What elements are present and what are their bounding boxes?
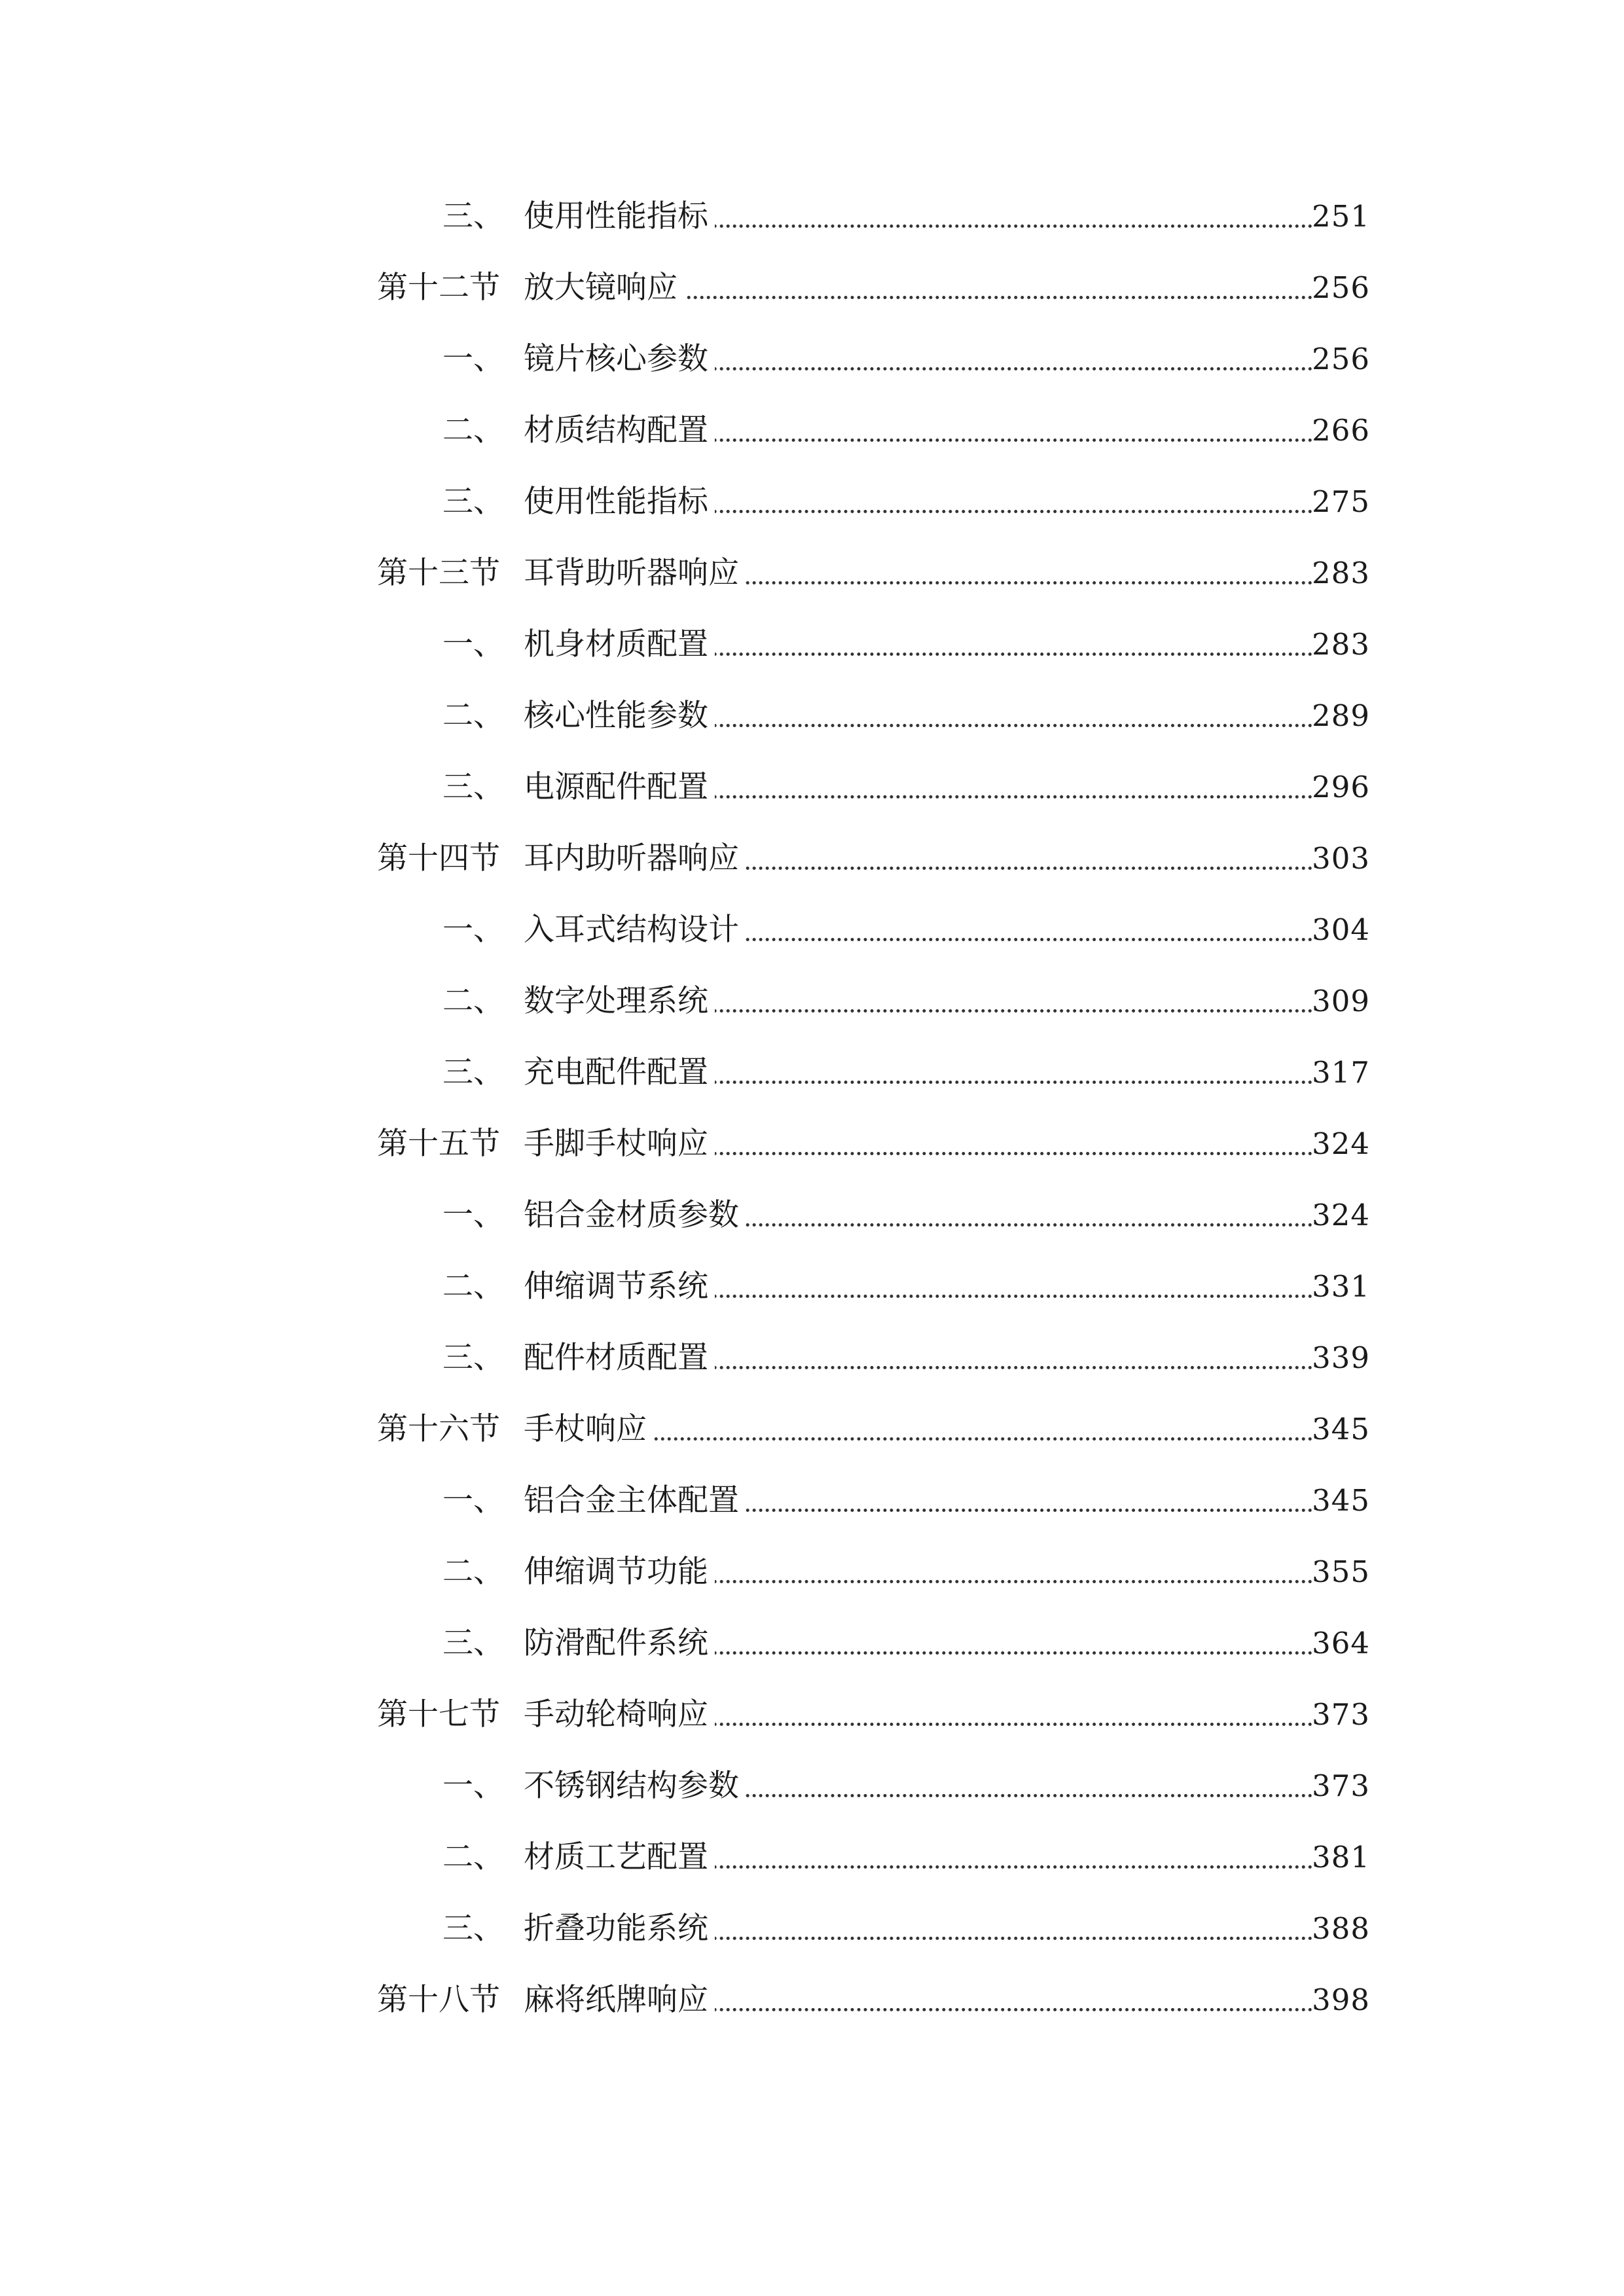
toc-entry[interactable]	[0, 690, 1624, 742]
toc-entry-number: 一、	[442, 341, 504, 377]
toc-section-title: 耳背助听器响应	[524, 547, 746, 600]
toc-entry[interactable]	[0, 1831, 1624, 1884]
toc-entry-number: 三、	[442, 769, 504, 805]
toc-entry-title: 数字处理系统	[524, 975, 715, 1028]
toc-entry-title: 镜片核心参数	[524, 333, 715, 386]
toc-entry-page: 283	[1312, 627, 1370, 662]
toc-entry-page: 345	[1312, 1483, 1370, 1518]
toc-entry[interactable]	[0, 619, 1624, 671]
toc-entry[interactable]	[0, 1475, 1624, 1527]
toc-section-title: 手杖响应	[524, 1403, 653, 1456]
toc-entry-page: 364	[1312, 1626, 1370, 1660]
toc-entry-page: 256	[1312, 342, 1370, 376]
toc-section-entry[interactable]	[0, 1403, 1624, 1456]
toc-entry-number: 一、	[442, 1768, 504, 1804]
toc-entry-number: 一、	[442, 626, 504, 662]
toc-section-number: 第十八节	[377, 1982, 500, 2018]
toc-entry-page: 373	[1312, 1697, 1370, 1732]
toc-entry-page: 289	[1312, 698, 1370, 733]
toc-entry-title: 不锈钢结构参数	[524, 1760, 746, 1812]
toc-entry[interactable]	[0, 404, 1624, 457]
toc-entry-number: 一、	[442, 1482, 504, 1518]
toc-section-entry[interactable]	[0, 1689, 1624, 1741]
toc-entry-page: 283	[1312, 556, 1370, 590]
toc-entry[interactable]	[0, 1189, 1624, 1242]
toc-entry-number: 二、	[442, 983, 504, 1019]
toc-entry-page: 381	[1312, 1840, 1370, 1874]
toc-entry-page: 355	[1312, 1554, 1370, 1589]
toc-entry-number: 三、	[442, 198, 504, 234]
toc-section-number: 第十四节	[377, 840, 500, 876]
toc-section-number: 第十三节	[377, 555, 500, 591]
toc-entry-page: 275	[1312, 484, 1370, 519]
toc-entry-page: 324	[1312, 1198, 1370, 1232]
toc-entry-page: 317	[1312, 1055, 1370, 1090]
toc-entry-number: 三、	[442, 1340, 504, 1376]
toc-section-entry[interactable]	[0, 833, 1624, 885]
toc-entry-page: 296	[1312, 770, 1370, 804]
toc-entry[interactable]	[0, 333, 1624, 386]
toc-entry-number: 三、	[442, 1054, 504, 1090]
toc-section-number: 第十五节	[377, 1126, 500, 1162]
toc-entry-title: 配件材质配置	[524, 1332, 715, 1384]
toc-entry-number: 一、	[442, 912, 504, 948]
toc-entry-page: 388	[1312, 1911, 1370, 1946]
toc-entry-page: 251	[1312, 199, 1370, 234]
toc-entry-page: 331	[1312, 1269, 1370, 1304]
toc-section-entry[interactable]	[0, 262, 1624, 314]
toc-entry[interactable]	[0, 904, 1624, 956]
toc-entry[interactable]	[0, 1546, 1624, 1598]
toc-entry-number: 二、	[442, 1554, 504, 1590]
toc-section-number: 第十七节	[377, 1696, 500, 1732]
toc-entry-title: 使用性能指标	[524, 190, 715, 243]
toc-section-title: 放大镜响应	[524, 262, 684, 314]
toc-entry-page: 398	[1312, 1982, 1370, 2017]
toc-entry[interactable]	[0, 1617, 1624, 1670]
toc-entry-number: 三、	[442, 1910, 504, 1946]
toc-section-number: 第十二节	[377, 270, 500, 306]
toc-section-title: 耳内助听器响应	[524, 833, 746, 885]
toc-entry-number: 三、	[442, 1625, 504, 1661]
toc-entry[interactable]	[0, 1903, 1624, 1955]
toc-entry-title: 材质结构配置	[524, 404, 715, 457]
toc-section-title: 麻将纸牌响应	[524, 1974, 715, 2026]
toc-entry-number: 二、	[442, 1839, 504, 1875]
toc-entry[interactable]	[0, 1332, 1624, 1384]
toc-entry[interactable]	[0, 1261, 1624, 1313]
toc-entry[interactable]	[0, 1760, 1624, 1812]
toc-section-number: 第十六节	[377, 1411, 500, 1447]
toc-entry-title: 电源配件配置	[524, 761, 715, 814]
toc-entry-number: 三、	[442, 484, 504, 520]
toc-entry-number: 二、	[442, 698, 504, 734]
toc-entry[interactable]	[0, 1047, 1624, 1099]
toc-entry-title: 伸缩调节功能	[524, 1546, 715, 1598]
toc-section-entry[interactable]	[0, 1118, 1624, 1170]
toc-entry[interactable]	[0, 761, 1624, 814]
toc-entry-title: 铝合金材质参数	[524, 1189, 746, 1242]
toc-section-title: 手脚手杖响应	[524, 1118, 715, 1170]
toc-entry-page: 304	[1312, 912, 1370, 947]
toc-entry-page: 266	[1312, 413, 1370, 448]
toc-entry-title: 入耳式结构设计	[524, 904, 746, 956]
toc-entry-page: 373	[1312, 1768, 1370, 1803]
toc-entry-title: 伸缩调节系统	[524, 1261, 715, 1313]
toc-entry-title: 核心性能参数	[524, 690, 715, 742]
toc-entry[interactable]	[0, 190, 1624, 243]
toc-entry-title: 铝合金主体配置	[524, 1475, 746, 1527]
toc-entry-page: 339	[1312, 1340, 1370, 1375]
toc-entry-title: 使用性能指标	[524, 476, 715, 528]
toc-entry-number: 一、	[442, 1197, 504, 1233]
toc-section-entry[interactable]	[0, 547, 1624, 600]
toc-section-entry[interactable]	[0, 1974, 1624, 2026]
toc-entry-number: 二、	[442, 412, 504, 448]
toc-entry[interactable]	[0, 975, 1624, 1028]
toc-entry-page: 303	[1312, 841, 1370, 876]
toc-section-title: 手动轮椅响应	[524, 1689, 715, 1741]
toc-entry-number: 二、	[442, 1268, 504, 1304]
toc-entry-title: 机身材质配置	[524, 619, 715, 671]
toc-entry-title: 材质工艺配置	[524, 1831, 715, 1884]
toc-entry[interactable]	[0, 476, 1624, 528]
toc-entry-title: 折叠功能系统	[524, 1903, 715, 1955]
toc-entry-title: 防滑配件系统	[524, 1617, 715, 1670]
toc-entry-page: 324	[1312, 1126, 1370, 1161]
toc-entry-page: 309	[1312, 984, 1370, 1018]
toc-entry-title: 充电配件配置	[524, 1047, 715, 1099]
toc-entry-page: 345	[1312, 1412, 1370, 1446]
toc-entry-page: 256	[1312, 270, 1370, 305]
